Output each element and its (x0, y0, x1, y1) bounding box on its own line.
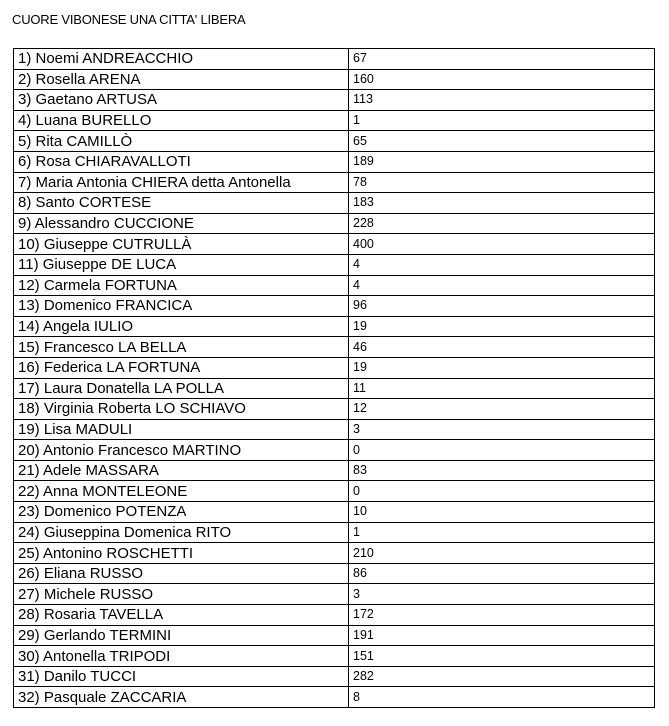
candidate-votes-cell: 96 (349, 296, 655, 317)
candidate-name-cell: 6) Rosa CHIARAVALLOTI (14, 151, 349, 172)
candidate-votes-cell: 228 (349, 213, 655, 234)
candidate-name-cell: 32) Pasquale ZACCARIA (14, 687, 349, 708)
table-row (14, 687, 655, 708)
table-row (14, 522, 655, 543)
table-row (14, 131, 655, 152)
table-row (14, 316, 655, 337)
table-row (14, 90, 655, 111)
candidates-table (13, 48, 655, 708)
table-row (14, 151, 655, 172)
candidate-votes-cell: 11 (349, 378, 655, 399)
candidate-name-cell: 19) Lisa MADULI (14, 419, 349, 440)
table-row (14, 460, 655, 481)
table-row (14, 357, 655, 378)
table-row (14, 481, 655, 502)
candidate-votes-cell: 0 (349, 481, 655, 502)
candidate-name-cell: 25) Antonino ROSCHETTI (14, 543, 349, 564)
candidate-name-cell: 26) Eliana RUSSO (14, 563, 349, 584)
candidate-votes-cell: 83 (349, 460, 655, 481)
table-row (14, 110, 655, 131)
candidate-votes-cell: 0 (349, 440, 655, 461)
candidate-name-cell: 29) Gerlando TERMINI (14, 625, 349, 646)
candidate-votes-cell: 3 (349, 419, 655, 440)
list-title: CUORE VIBONESE UNA CITTA' LIBERA (12, 12, 246, 27)
table-row (14, 49, 655, 70)
candidate-votes-cell: 65 (349, 131, 655, 152)
candidate-name-cell: 10) Giuseppe CUTRULLÀ (14, 234, 349, 255)
candidate-name-cell: 7) Maria Antonia CHIERA detta Antonella (14, 172, 349, 193)
candidate-name-cell: 1) Noemi ANDREACCHIO (14, 49, 349, 70)
candidate-votes-cell: 189 (349, 151, 655, 172)
candidate-votes-cell: 4 (349, 254, 655, 275)
candidate-name-cell: 8) Santo CORTESE (14, 193, 349, 214)
candidate-votes-cell: 10 (349, 502, 655, 523)
table-row (14, 605, 655, 626)
candidate-votes-cell: 8 (349, 687, 655, 708)
table-row (14, 543, 655, 564)
table-row (14, 275, 655, 296)
candidate-votes-cell: 86 (349, 563, 655, 584)
candidate-name-cell: 27) Michele RUSSO (14, 584, 349, 605)
candidate-name-cell: 18) Virginia Roberta LO SCHIAVO (14, 399, 349, 420)
candidate-votes-cell: 151 (349, 646, 655, 667)
table-row (14, 646, 655, 667)
table-row (14, 234, 655, 255)
candidate-votes-cell: 4 (349, 275, 655, 296)
candidate-name-cell: 20) Antonio Francesco MARTINO (14, 440, 349, 461)
candidate-name-cell: 31) Danilo TUCCI (14, 666, 349, 687)
candidate-name-cell: 5) Rita CAMILLÒ (14, 131, 349, 152)
table-row (14, 296, 655, 317)
table-row (14, 193, 655, 214)
candidate-votes-cell: 1 (349, 522, 655, 543)
table-row (14, 502, 655, 523)
candidate-name-cell: 22) Anna MONTELEONE (14, 481, 349, 502)
candidate-votes-cell: 19 (349, 357, 655, 378)
candidate-name-cell: 9) Alessandro CUCCIONE (14, 213, 349, 234)
candidate-votes-cell: 113 (349, 90, 655, 111)
candidate-votes-cell: 67 (349, 49, 655, 70)
candidate-votes-cell: 19 (349, 316, 655, 337)
candidate-name-cell: 3) Gaetano ARTUSA (14, 90, 349, 111)
candidate-votes-cell: 191 (349, 625, 655, 646)
candidate-votes-cell: 160 (349, 69, 655, 90)
table-row (14, 172, 655, 193)
candidate-name-cell: 14) Angela IULIO (14, 316, 349, 337)
candidate-name-cell: 13) Domenico FRANCICA (14, 296, 349, 317)
candidate-name-cell: 12) Carmela FORTUNA (14, 275, 349, 296)
table-row (14, 213, 655, 234)
candidate-votes-cell: 183 (349, 193, 655, 214)
candidate-name-cell: 21) Adele MASSARA (14, 460, 349, 481)
table-row (14, 440, 655, 461)
table-row (14, 254, 655, 275)
candidate-votes-cell: 282 (349, 666, 655, 687)
candidate-name-cell: 17) Laura Donatella LA POLLA (14, 378, 349, 399)
candidate-name-cell: 2) Rosella ARENA (14, 69, 349, 90)
candidate-votes-cell: 78 (349, 172, 655, 193)
table-row (14, 666, 655, 687)
candidate-name-cell: 16) Federica LA FORTUNA (14, 357, 349, 378)
candidate-name-cell: 11) Giuseppe DE LUCA (14, 254, 349, 275)
table-row (14, 378, 655, 399)
table-row (14, 419, 655, 440)
candidate-votes-cell: 172 (349, 605, 655, 626)
candidate-name-cell: 15) Francesco LA BELLA (14, 337, 349, 358)
candidate-name-cell: 30) Antonella TRIPODI (14, 646, 349, 667)
candidate-votes-cell: 46 (349, 337, 655, 358)
candidate-votes-cell: 210 (349, 543, 655, 564)
candidate-votes-cell: 3 (349, 584, 655, 605)
table-row (14, 584, 655, 605)
table-row (14, 337, 655, 358)
candidate-votes-cell: 1 (349, 110, 655, 131)
candidate-votes-cell: 400 (349, 234, 655, 255)
candidate-name-cell: 23) Domenico POTENZA (14, 502, 349, 523)
candidates-table-body (14, 49, 655, 708)
table-row (14, 69, 655, 90)
table-row (14, 563, 655, 584)
candidate-name-cell: 4) Luana BURELLO (14, 110, 349, 131)
candidate-name-cell: 28) Rosaria TAVELLA (14, 605, 349, 626)
table-row (14, 625, 655, 646)
candidate-votes-cell: 12 (349, 399, 655, 420)
table-row (14, 399, 655, 420)
candidate-name-cell: 24) Giuseppina Domenica RITO (14, 522, 349, 543)
